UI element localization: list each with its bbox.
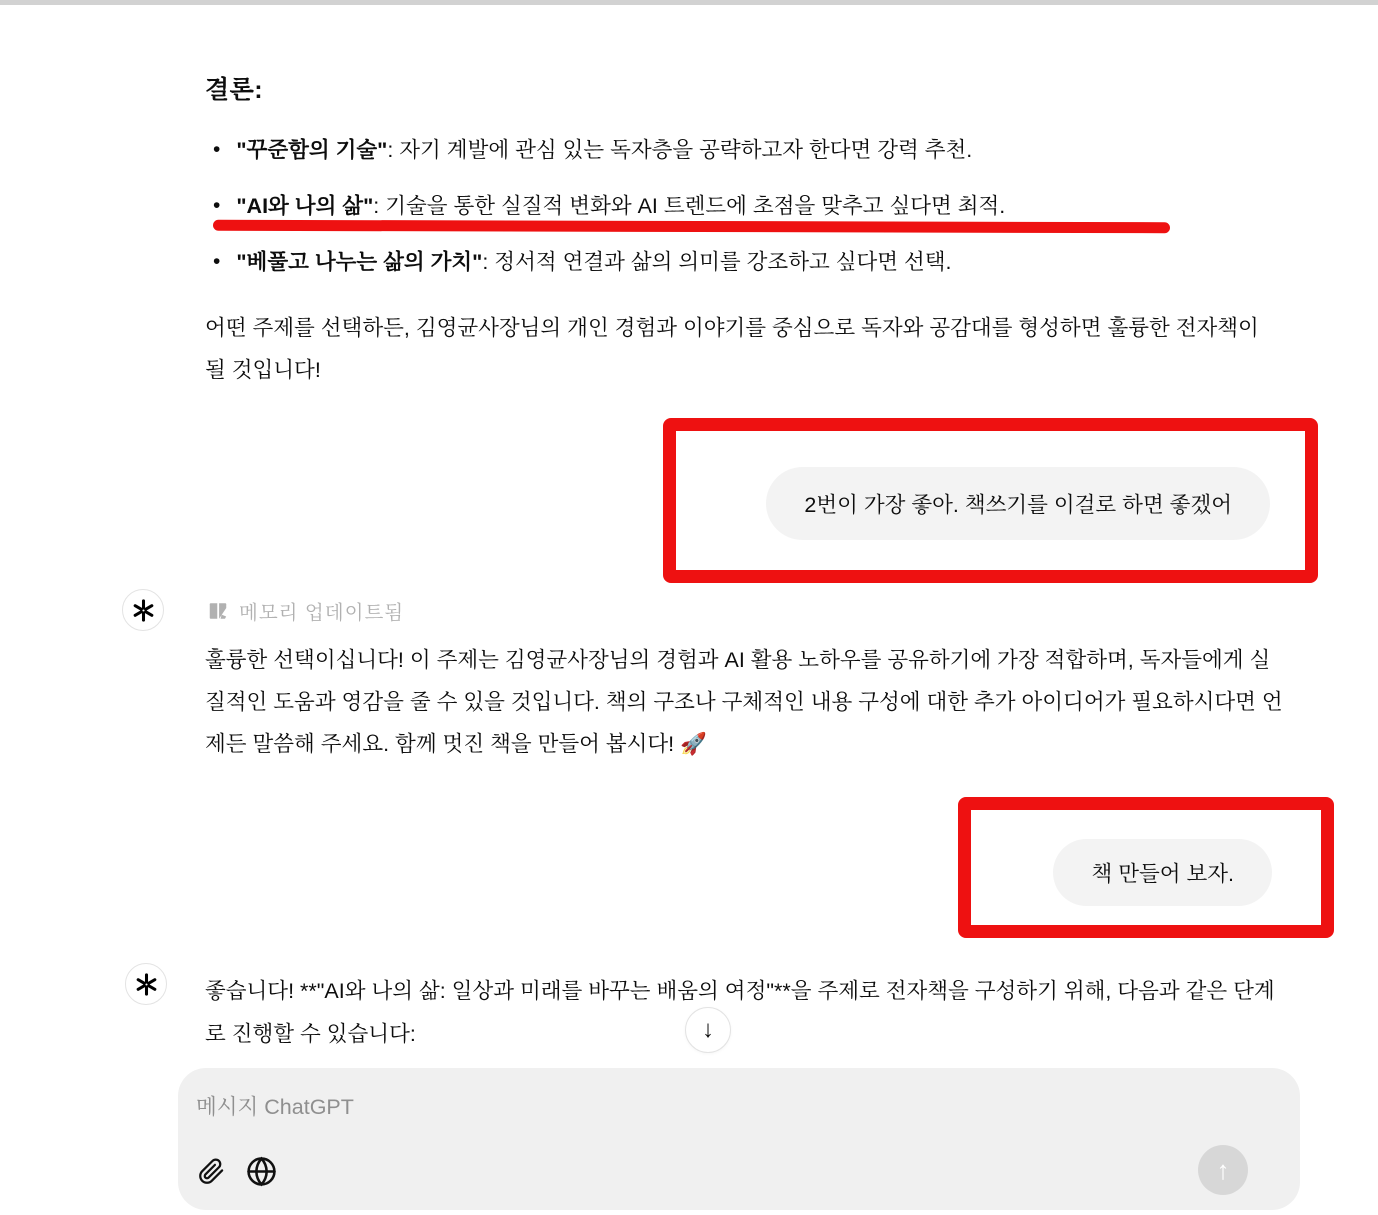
assistant-message: 좋습니다! **"AI와 나의 삶: 일상과 미래를 바꾸는 배움의 여정"**을 주제로 전자책을 구성하기 위해, 다음과 같은 단계로 진행할 수 있습니다: <box>205 979 1275 1046</box>
memory-updated-chip[interactable] <box>207 597 404 625</box>
assistant-avatar <box>125 963 167 1005</box>
globe-icon <box>246 1156 277 1187</box>
bullet-item <box>213 248 1293 276</box>
bullet-item <box>213 192 1293 220</box>
web-search-button[interactable] <box>244 1154 278 1188</box>
bullet-text: "꾸준함의 기술": 자기 계발에 관심 있는 독자층을 공략하고자 한다면 강력 추천. <box>236 138 973 162</box>
paperclip-icon <box>198 1158 225 1185</box>
arrow-up-icon: ↑ <box>1216 1154 1230 1185</box>
assistant-closing-paragraph: 어떤 주제를 선택하든, 김영균사장님의 개인 경험과 이야기를 중심으로 독자와 공감대를 형성하면 훌륭한 전자책이 될 것입니다! <box>205 316 1259 382</box>
attach-file-button[interactable] <box>194 1154 228 1188</box>
bullet-marker: • <box>213 250 221 273</box>
send-button[interactable] <box>1198 1145 1248 1195</box>
bullet-text: "AI와 나의 삶": 기술을 통한 실질적 변화와 AI 트렌드에 초점을 맞추고 싶다면 최적. <box>236 194 1006 218</box>
scroll-to-bottom-button[interactable] <box>685 1007 731 1053</box>
assistant-message: 훌륭한 선택이십니다! 이 주제는 김영균사장님의 경험과 AI 활용 노하우를 공유하기에 가장 적합하며, 독자들에게 실질적인 도움과 영감을 줄 수 있을 것입니다. 책의 구조나 구체적인 내용 구성에 대한 추가 아이디어가 필요하시다면 언제든 말씀해 주세요. 함께 멋진 책을 만들어 봅시다! 🚀 <box>205 648 1283 756</box>
conclusion-heading: 결론: <box>205 76 264 104</box>
bullet-marker: • <box>213 194 221 217</box>
rocket-emoji: 🚀 <box>680 732 707 756</box>
arrow-down-icon: ↓ <box>702 1016 714 1043</box>
window-top-strip <box>0 0 1378 5</box>
message-composer[interactable] <box>178 1068 1300 1210</box>
memory-icon <box>207 600 229 622</box>
red-underline-annotation <box>213 220 1170 234</box>
memory-status-text: 메모리 업데이트됨 <box>239 602 405 624</box>
openai-logo-icon <box>133 971 160 998</box>
bullet-marker: • <box>213 138 221 161</box>
user-message-bubble: 책 만들어 보자. <box>1053 839 1272 906</box>
assistant-avatar <box>122 589 164 631</box>
message-input[interactable] <box>196 1090 1196 1124</box>
bullet-item <box>213 136 1293 164</box>
user-message-bubble: 2번이 가장 좋아. 책쓰기를 이걸로 하면 좋겠어 <box>766 467 1270 540</box>
openai-logo-icon <box>130 597 157 624</box>
bullet-text: "베풀고 나누는 삶의 가치": 정서적 연결과 삶의 의미를 강조하고 싶다면 선택. <box>236 250 952 274</box>
